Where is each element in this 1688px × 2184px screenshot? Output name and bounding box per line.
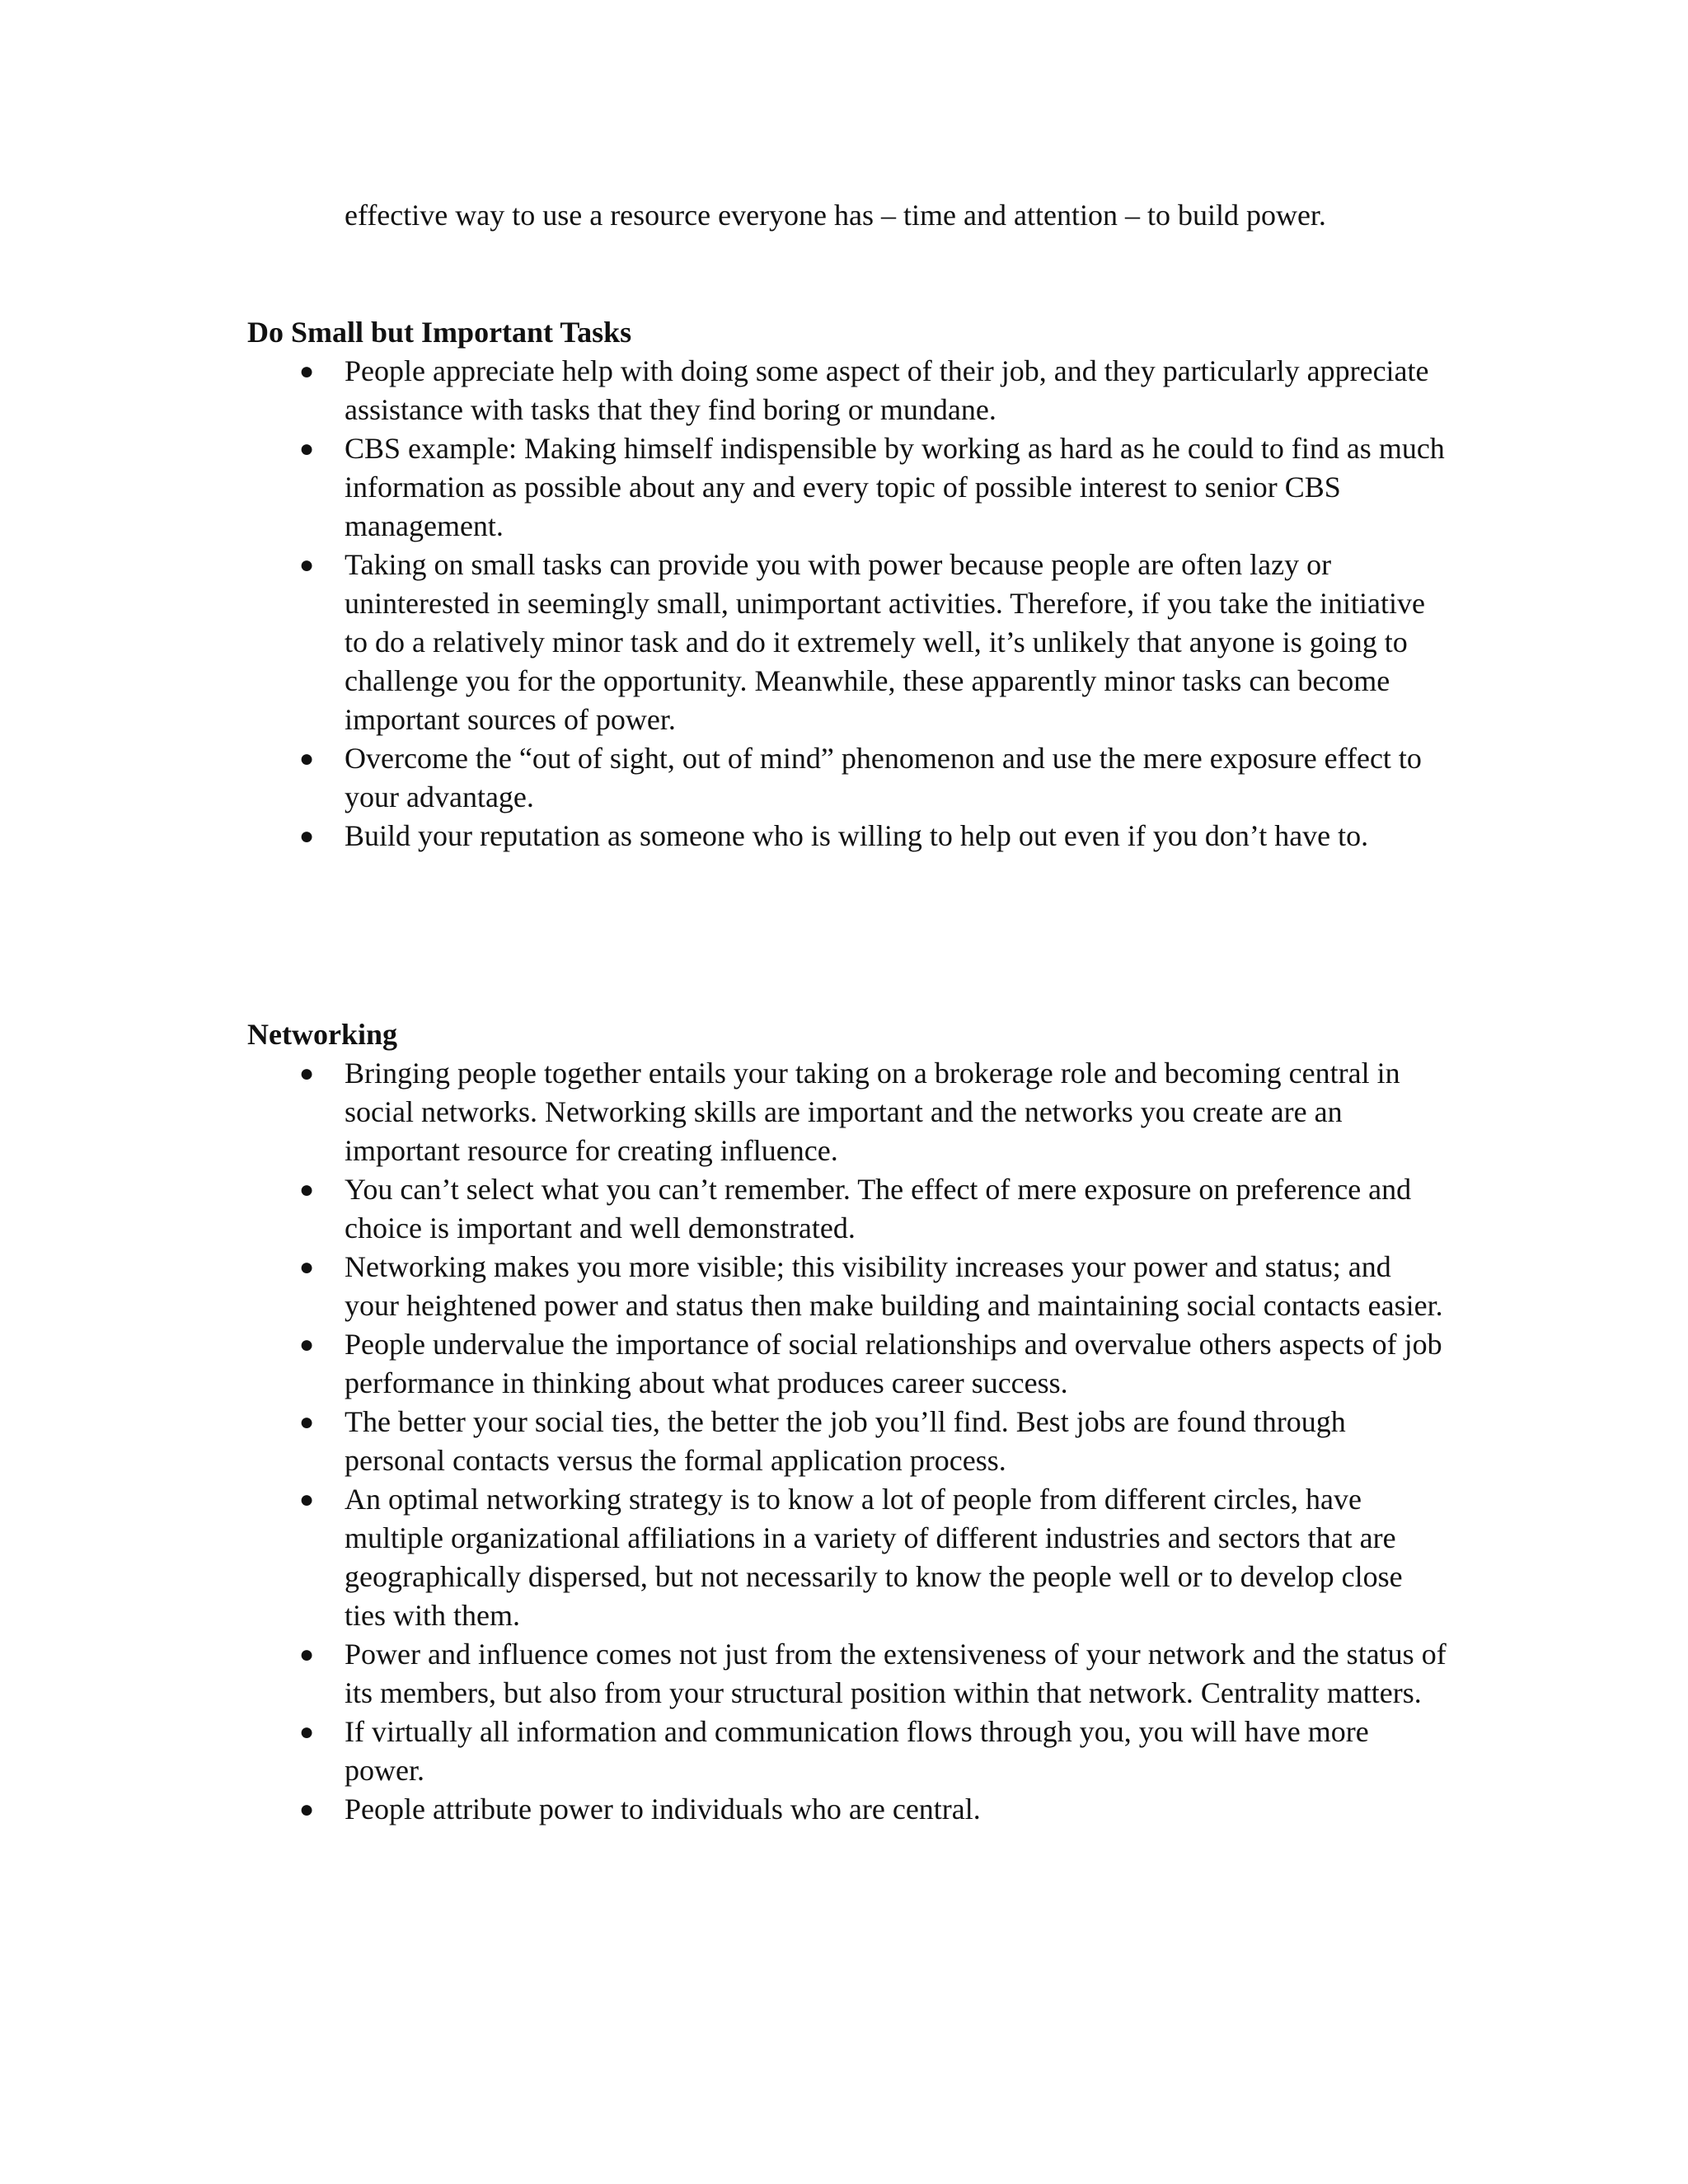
list-item: [247, 1635, 1449, 1713]
list-item: [247, 546, 1449, 739]
continuation-paragraph: effective way to use a resource everyone has – time and attention – to build power.: [345, 199, 1326, 232]
list-item-text: The better your social ties, the better the job you’ll find. Best jobs are found through personal contacts versus the formal application process.: [345, 1405, 1346, 1477]
list-item-text: You can’t select what you can’t remember. The effect of mere exposure on preference and choice is important and well demonstrated.: [345, 1173, 1412, 1244]
bullet-icon: ●: [298, 1796, 315, 1823]
list-item: [247, 1248, 1449, 1325]
bullet-icon: ●: [298, 1176, 315, 1203]
bullet-icon: ●: [298, 435, 315, 462]
bullet-icon: ●: [298, 1486, 315, 1513]
list-item-text: Taking on small tasks can provide you with power because people are often lazy or uninterested in seemingly small, unimportant activities. Therefore, if you take the initiative to do a relatively minor task and do it extremely well, it’s unlikely that anyone is going to challenge you for the opportunity. Meanwhile, these apparently minor tasks can become important sources of power.: [345, 548, 1425, 736]
list-item: [247, 1054, 1449, 1170]
section-heading: Do Small but Important Tasks: [247, 316, 632, 349]
list-item-text: CBS example: Making himself indispensible by working as hard as he could to find as much information as possible about any and every topic of possible interest to senior CBS management.: [345, 432, 1445, 542]
bullet-icon: ●: [298, 1331, 315, 1358]
list-item: [247, 1790, 1449, 1829]
bullet-icon: ●: [298, 1254, 315, 1281]
list-item-text: Power and influence comes not just from the extensiveness of your network and the status of its members, but also from your structural position within that network. Centrality matters.: [345, 1638, 1447, 1709]
list-item: [247, 1713, 1449, 1790]
list-item-text: People appreciate help with doing some aspect of their job, and they particularly appreciate assistance with tasks that they find boring or mundane.: [345, 354, 1429, 426]
list-item: [247, 817, 1449, 855]
list-item-text: People attribute power to individuals who are central.: [345, 1793, 981, 1825]
list-item: [247, 1403, 1449, 1480]
list-item: [247, 1480, 1449, 1635]
list-item-text: Overcome the “out of sight, out of mind” phenomenon and use the mere exposure effect to your advantage.: [345, 742, 1422, 813]
bullet-icon: ●: [298, 1060, 315, 1087]
list-item: [247, 1170, 1449, 1248]
bullet-icon: ●: [298, 1718, 315, 1746]
list-item-text: An optimal networking strategy is to know a lot of people from different circles, have multiple organizational affiliations in a variety of different industries and sectors that are geographically dispersed, but not necessarily to know the people well or to develop close ties with them.: [345, 1483, 1403, 1632]
bullet-list: [247, 352, 1451, 855]
list-item-text: Bringing people together entails your taking on a brokerage role and becoming central in social networks. Networking skills are important and the networks you create are an important resource for creating influence.: [345, 1057, 1400, 1167]
bullet-icon: ●: [298, 823, 315, 850]
bullet-list: [247, 1054, 1451, 1829]
list-item-text: Build your reputation as someone who is willing to help out even if you don’t have to.: [345, 819, 1369, 852]
list-item: [247, 739, 1449, 817]
bullet-icon: ●: [298, 1641, 315, 1668]
bullet-icon: ●: [298, 745, 315, 772]
bullet-icon: ●: [298, 551, 315, 579]
list-item-text: People undervalue the importance of social relationships and overvalue others aspects of job performance in thinking about what produces career success.: [345, 1328, 1442, 1399]
list-item-text: Networking makes you more visible; this visibility increases your power and status; and your heightened power and status then make building and maintaining social contacts easier.: [345, 1250, 1443, 1322]
list-item: [247, 429, 1449, 546]
bullet-icon: ●: [298, 358, 315, 385]
section-heading: Networking: [247, 1018, 397, 1051]
list-item: [247, 1325, 1449, 1403]
section-networking: [247, 1015, 1451, 1829]
list-item-text: If virtually all information and communication flows through you, you will have more power.: [345, 1715, 1369, 1787]
section-small-tasks: [247, 313, 1451, 855]
list-item: [247, 352, 1449, 429]
bullet-icon: ●: [298, 1408, 315, 1436]
